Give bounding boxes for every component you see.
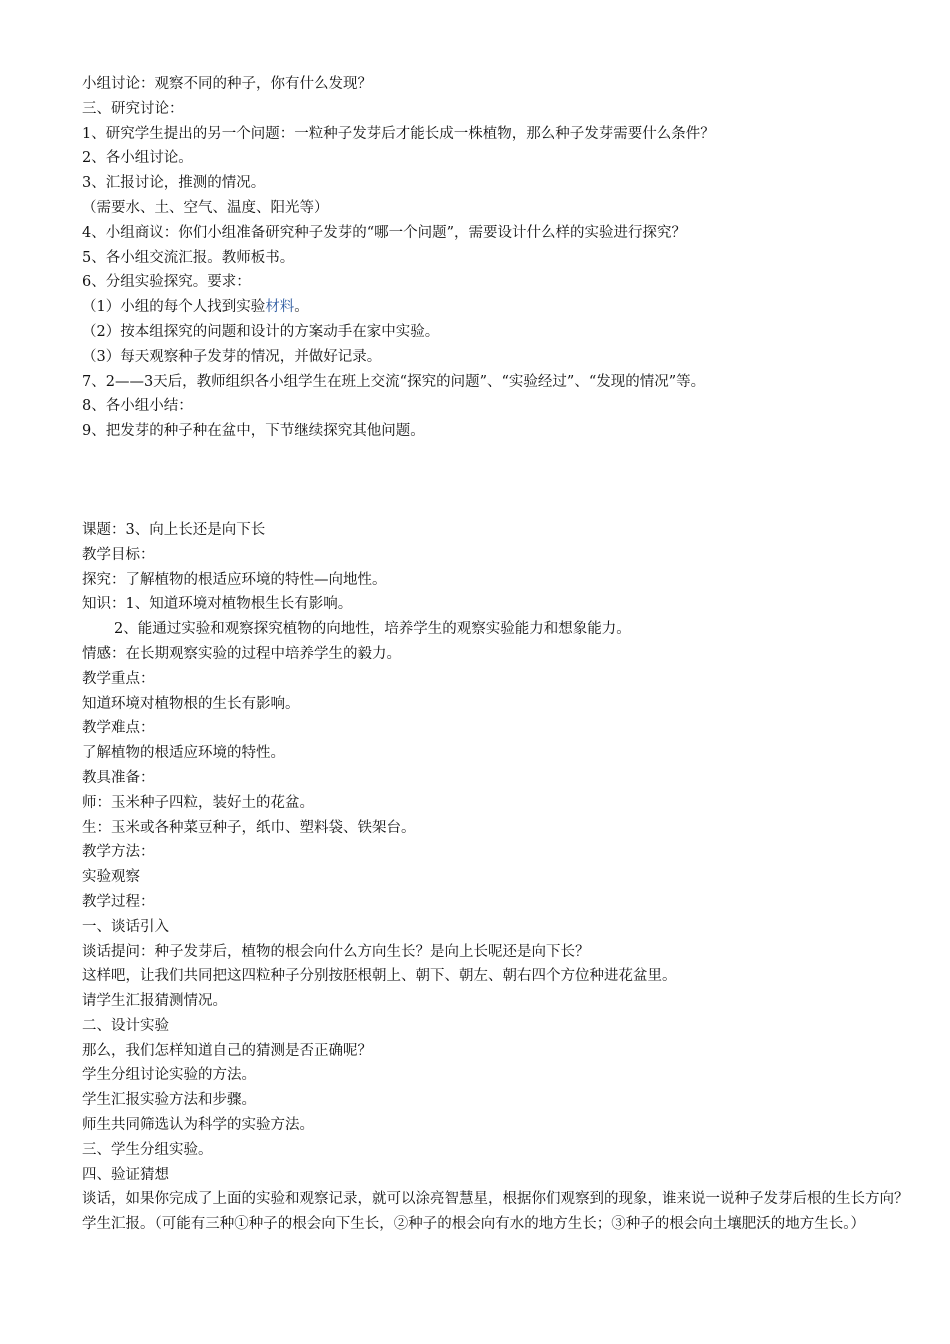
text-line: 生：玉米或各种菜豆种子，纸巾、塑料袋、铁架台。 — [82, 819, 416, 836]
text-line: 谈话提问：种子发芽后，植物的根会向什么方向生长？是向上长呢还是向下长？ — [82, 943, 590, 960]
text-line: 教学过程： — [82, 893, 155, 910]
lesson-title: 课题：3、向上长还是向下长 — [82, 521, 266, 538]
text-line: 实验观察 — [82, 869, 140, 886]
text-line: 请学生汇报猜测情况。 — [82, 993, 227, 1010]
text-line: 师生共同筛选认为科学的实验方法。 — [82, 1117, 314, 1134]
text-line: 那么，我们怎样知道自己的猜测是否正确呢？ — [82, 1042, 372, 1059]
section-heading: 四、验证猜想 — [82, 1166, 169, 1183]
paragraph: 学生汇报。（可能有三种①种子的根会向下生长，②种子的根会向有水的地方生长；③种子的根会向土壤肥沃的地方生长。） — [82, 1216, 865, 1233]
text-line: 师：玉米种子四粒，装好土的花盆。 — [82, 794, 314, 811]
text-line: 4、小组商议：你们小组准备研究种子发芽的“哪一个问题”，需要设计什么样的实验进行探究？ — [82, 224, 687, 241]
text-line: 9、把发芽的种子种在盆中，下节继续探究其他问题。 — [82, 423, 425, 440]
paragraph: 谈话，如果你完成了上面的实验和观察记录，就可以涂亮智慧星，根据你们观察到的现象，谁来说一说种子发芽后根的生长方向？ — [82, 1191, 909, 1208]
text-line: 教学目标： — [82, 546, 155, 563]
text-line: （需要水、土、空气、温度、阳光等） — [82, 199, 329, 216]
section-heading: 三、学生分组实验。 — [82, 1141, 213, 1158]
text-line: 教具准备： — [82, 769, 155, 786]
requirement-punct: 。 — [294, 299, 309, 316]
text-line: 小组讨论：观察不同的种子，你有什么发现？ — [82, 76, 372, 92]
text-line: 学生分组讨论实验的方法。 — [82, 1067, 256, 1084]
text-line-indented: 2、能通过实验和观察探究植物的向地性，培养学生的观察实验能力和想象能力。 — [114, 621, 631, 638]
text-line: 2、各小组讨论。 — [82, 150, 193, 167]
text-line: 1、研究学生提出的另一个问题：一粒种子发芽后才能长成一株植物，那么种子发芽需要什么条件？ — [82, 125, 715, 142]
text-line: 7、2——3天后，教师组织各小组学生在班上交流“探究的问题”、“实验经过”、“发现的情况”等。 — [82, 373, 706, 390]
blank-spacer — [82, 444, 920, 518]
section-heading: 二、设计实验 — [82, 1017, 169, 1034]
text-line: 这样吧，让我们共同把这四粒种子分别按胚根朝上、朝下、朝左、朝右四个方位种进花盆里。 — [82, 968, 677, 985]
document-page — [82, 72, 920, 1237]
requirement-item: （2）按本组探究的问题和设计的方案动手在家中实验。 — [82, 323, 440, 340]
text-line: 情感：在长期观察实验的过程中培养学生的毅力。 — [82, 645, 401, 662]
requirement-item — [82, 295, 920, 320]
text-line: 了解植物的根适应环境的特性。 — [82, 745, 285, 762]
text-line: 6、分组实验探究。要求： — [82, 274, 251, 291]
text-line: 知道环境对植物根的生长有影响。 — [82, 695, 300, 712]
materials-link[interactable]: 材料 — [265, 299, 295, 316]
text-line: 探究：了解植物的根适应环境的特性—向地性。 — [82, 571, 387, 588]
section-heading: 一、谈话引入 — [82, 918, 169, 935]
text-line: 教学难点： — [82, 720, 155, 737]
text-line: 教学方法： — [82, 844, 155, 861]
text-line: 3、汇报讨论，推测的情况。 — [82, 175, 266, 192]
text-line: 学生汇报实验方法和步骤。 — [82, 1092, 256, 1109]
text-line: 知识：1、知道环境对植物根生长有影响。 — [82, 596, 353, 613]
text-line: 5、各小组交流汇报。教师板书。 — [82, 249, 295, 266]
text-line: 8、各小组小结： — [82, 398, 193, 415]
requirement-item: （3）每天观察种子发芽的情况，并做好记录。 — [82, 348, 382, 365]
section-heading: 三、研究讨论： — [82, 100, 184, 117]
text-line: 教学重点： — [82, 670, 155, 687]
requirement-text: （1）小组的每个人找到实验 — [82, 299, 266, 316]
